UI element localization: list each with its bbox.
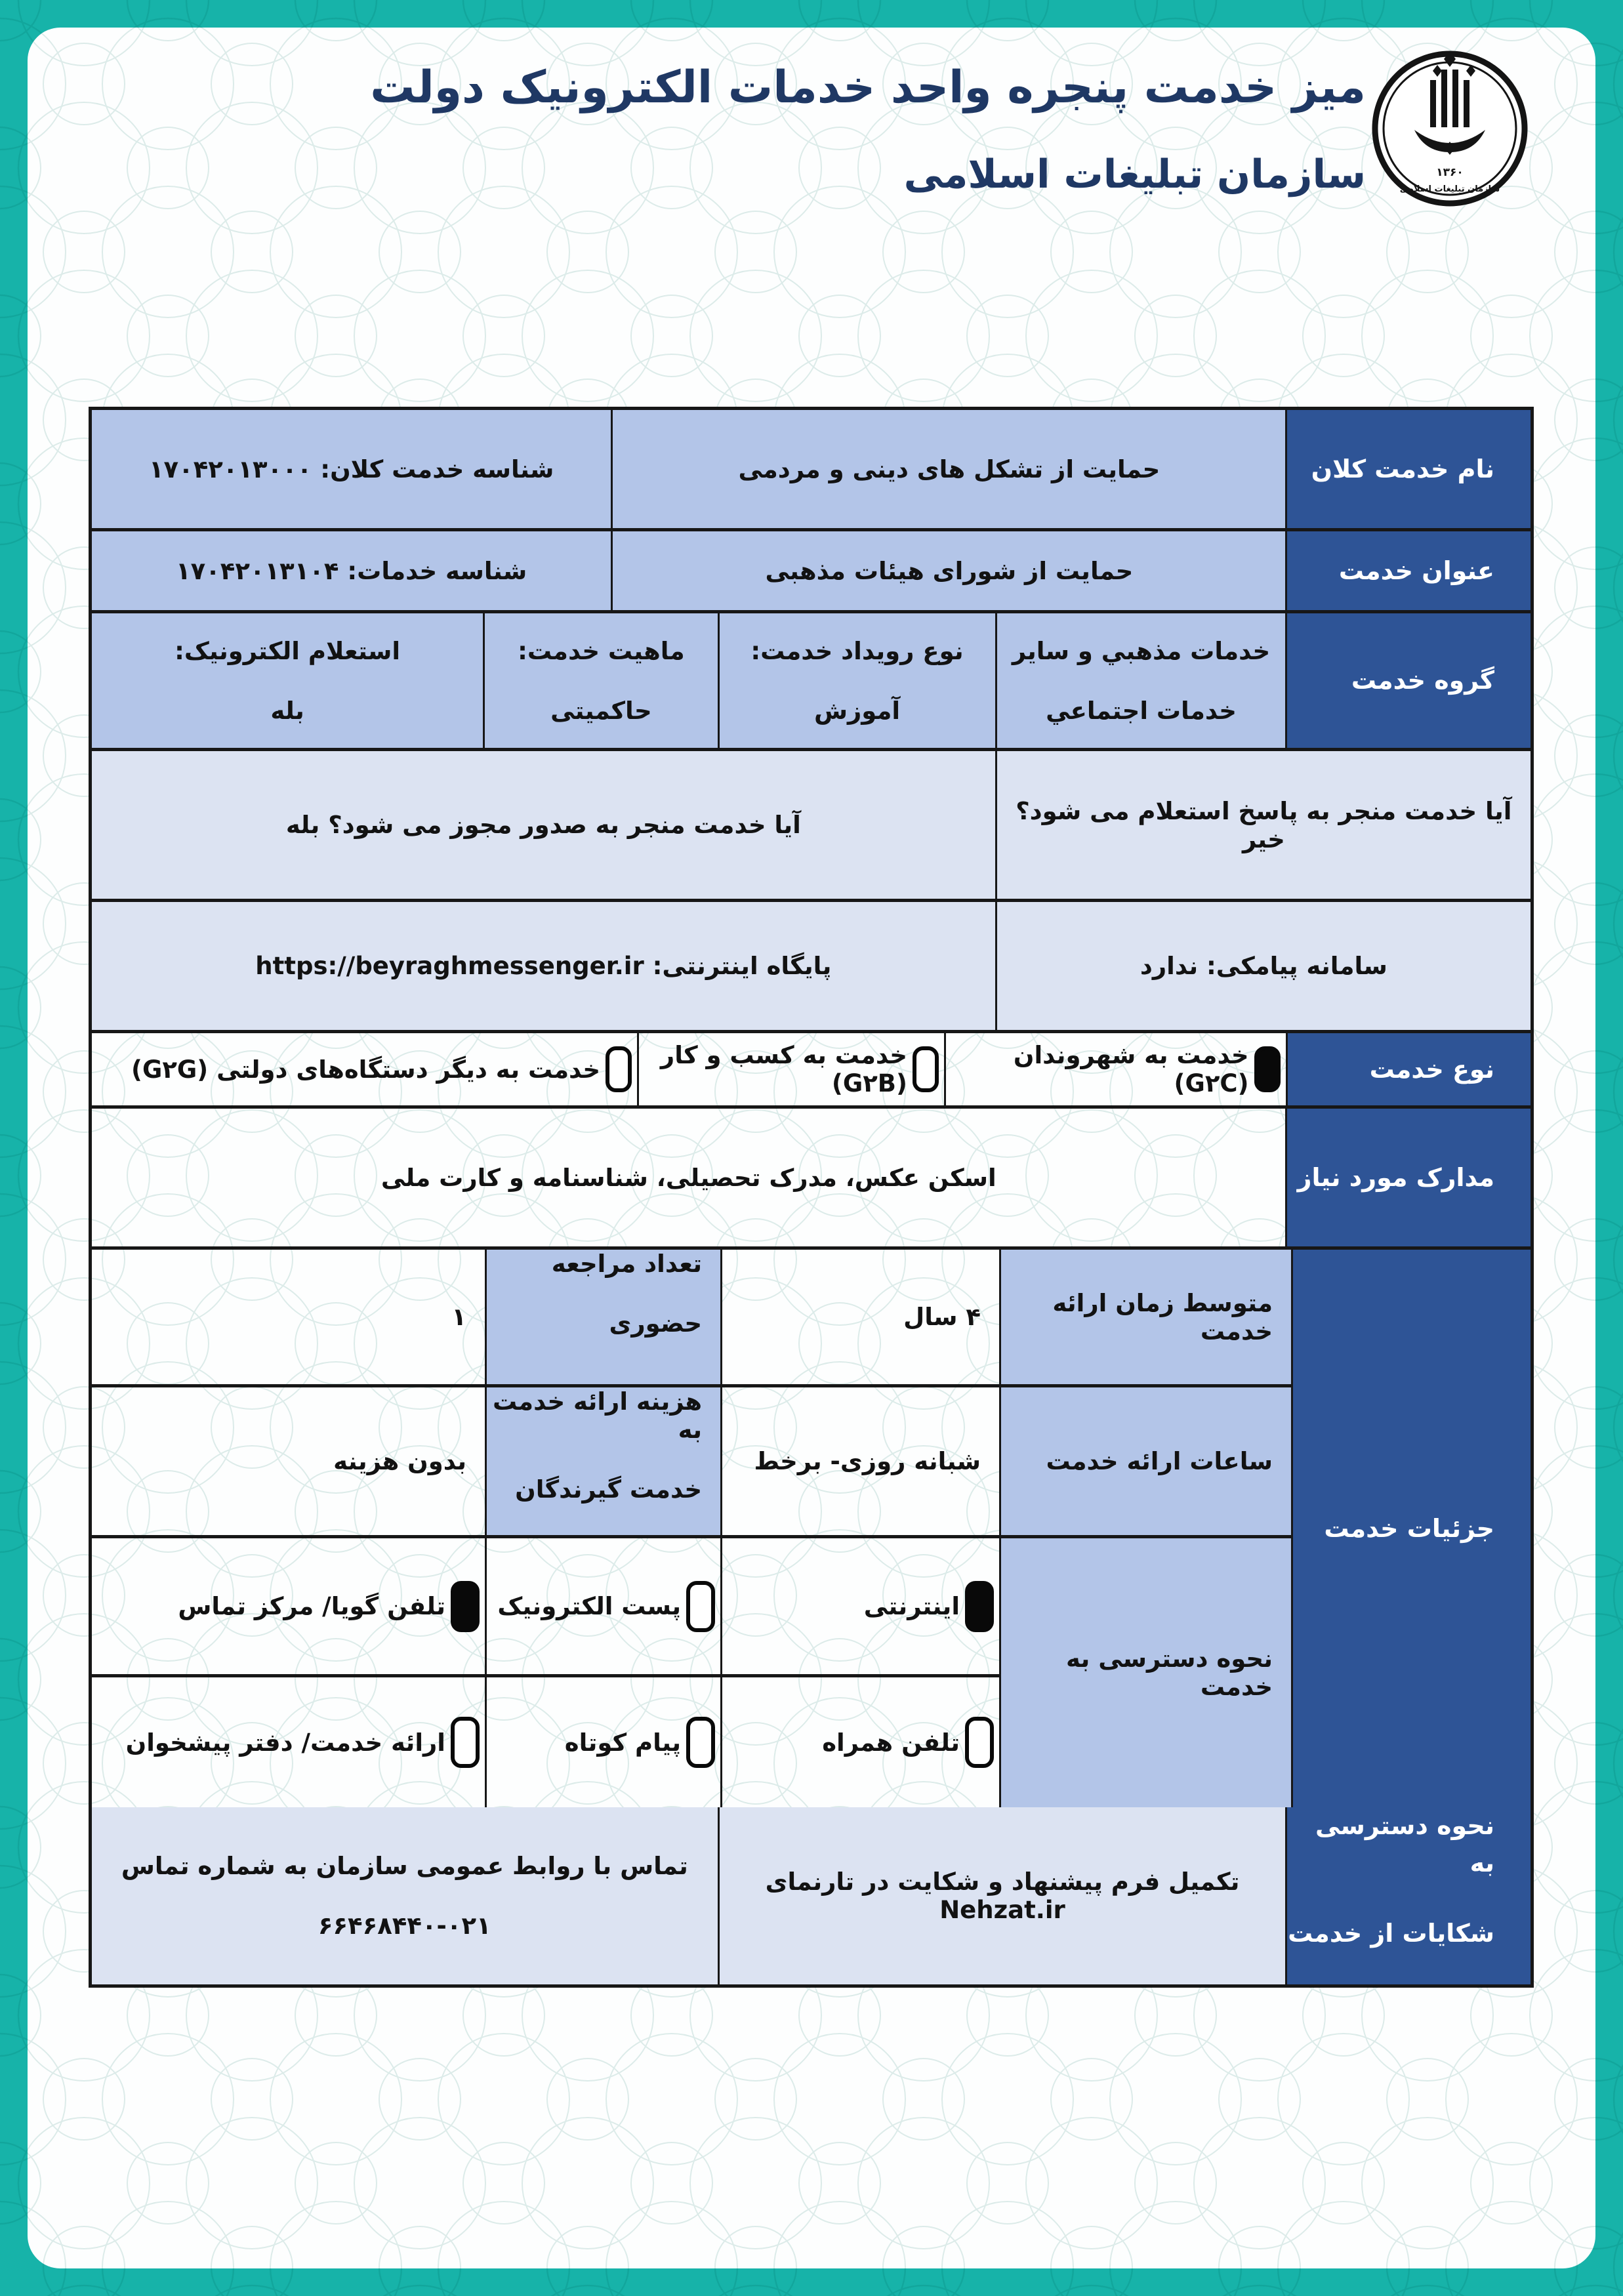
row-service-title: [92, 528, 1531, 610]
option-g2g: [92, 1033, 637, 1105]
access-label: نحوه دسترسی به خدمت: [999, 1538, 1291, 1807]
event-type-key: نوع رویداد خدمت:: [750, 636, 964, 665]
complaints-phone-line2: ۶۶۴۶۸۴۴۰-۰۲۱: [318, 1912, 491, 1940]
inquiry-key: استعلام الکترونیک:: [175, 636, 401, 665]
service-type-label: نوع خدمت: [1286, 1033, 1531, 1105]
event-type-value: آموزش: [813, 696, 901, 725]
macro-service-code: شناسه خدمت کلان: ۱۷۰۴۲۰۱۳۰۰۰: [92, 410, 611, 528]
details-label: جزئیات خدمت: [1291, 1250, 1531, 1807]
service-group-category: [995, 613, 1286, 748]
option-mobile: [720, 1677, 999, 1807]
counter-label: ارائه خدمت/ دفتر پیشخوان: [125, 1728, 445, 1757]
service-event-type: [718, 613, 995, 748]
complaints-label-line2: شکایات از خدمت: [1288, 1919, 1494, 1948]
option-g2b: [637, 1033, 944, 1105]
option-g2c: [944, 1033, 1286, 1105]
cost-value: بدون هزینه: [333, 1447, 466, 1475]
complaints-label: [1285, 1807, 1531, 1984]
row-macro-service: [92, 410, 1531, 528]
documents-value: اسکن عکس، مدرک تحصیلی، شناسنامه و کارت ملی: [380, 1163, 996, 1192]
nature-key: ماهیت خدمت:: [518, 636, 685, 665]
hours-label: ساعات ارائه خدمت: [999, 1387, 1291, 1535]
website-url: پایگاه اینترنتی: https://beyraghmessenger.ir: [92, 902, 995, 1030]
service-table: [89, 407, 1534, 1988]
access-row-1: [92, 1538, 999, 1674]
complaints-label-line1: نحوه دسترسی به: [1315, 1811, 1494, 1877]
complaints-phone: [92, 1807, 718, 1984]
sms-checkbox[interactable]: [686, 1717, 715, 1768]
category-line1: خدمات مذهبي و ساير: [1012, 636, 1271, 665]
row-service-type: [92, 1030, 1531, 1105]
cost-label-line2: خدمت گیرندگان: [515, 1475, 702, 1504]
internet-label: اینترنتی: [863, 1592, 960, 1621]
internet-checkbox[interactable]: [965, 1581, 994, 1632]
row-access-methods: [92, 1535, 1291, 1807]
row-avg-time: [92, 1250, 1291, 1384]
row-complaints: [92, 1807, 1531, 1984]
email-checkbox[interactable]: [686, 1581, 715, 1632]
documents-label: مدارک مورد نیاز: [1285, 1109, 1531, 1246]
inquiry-question: آیا خدمت منجر به پاسخ استعلام می شود؟ خیر: [995, 751, 1531, 899]
electronic-inquiry: [92, 613, 483, 748]
page-title: میز خدمت پنجره واحد خدمات الکترونیک دولت: [370, 62, 1366, 113]
group-service-details: [92, 1246, 1531, 1807]
avg-time-label: متوسط زمان ارائه خدمت: [999, 1250, 1291, 1384]
access-options: [92, 1538, 999, 1807]
macro-service-value: حمایت از تشکل های دینی و مردمی: [611, 410, 1285, 528]
g2c-label: خدمت به شهروندان (G۲C): [1013, 1041, 1249, 1097]
service-title-value: حمایت از شورای هیئات مذهبی: [611, 531, 1285, 610]
service-group-label: گروه خدمت: [1285, 613, 1531, 748]
access-row-2: [92, 1674, 999, 1807]
service-nature: [483, 613, 717, 748]
ivr-checkbox[interactable]: [451, 1581, 480, 1632]
service-title-label: عنوان خدمت: [1285, 531, 1531, 610]
row-inquiry-permit: [92, 748, 1531, 899]
visits-value: ۱: [451, 1303, 466, 1331]
nature-value: حاکمیتی: [550, 696, 652, 725]
row-hours-cost: [92, 1384, 1291, 1535]
option-email: [485, 1538, 720, 1674]
option-sms: [485, 1677, 720, 1807]
g2c-checkbox[interactable]: [1254, 1046, 1281, 1092]
header-titles: [370, 62, 1366, 197]
option-ivr: [92, 1538, 485, 1674]
mobile-label: تلفن همراه: [822, 1728, 960, 1757]
logo-year: ۱۳۶۰: [1436, 166, 1464, 179]
sms-label: پیام کوتاه: [564, 1728, 681, 1757]
row-documents: [92, 1105, 1531, 1246]
mobile-checkbox[interactable]: [965, 1717, 994, 1768]
option-internet: [720, 1538, 999, 1674]
counter-checkbox[interactable]: [451, 1717, 480, 1768]
category-line2: خدمات اجتماعي: [1046, 696, 1237, 725]
email-label: پست الکترونیک: [497, 1592, 681, 1621]
org-logo: [1367, 37, 1532, 237]
cost-label: [485, 1387, 720, 1535]
macro-service-label: نام خدمت کلان: [1285, 410, 1531, 528]
logo-org-text: سازمان تبلیغات اسلامی: [1399, 184, 1500, 194]
g2g-label: خدمت به دیگر دستگاه‌های دولتی (G۲G): [131, 1055, 601, 1084]
service-title-code: شناسه خدمات: ۱۷۰۴۲۰۱۳۱۰۴: [92, 531, 611, 610]
permit-question: آیا خدمت منجر به صدور مجوز می شود؟ بله: [92, 751, 995, 899]
option-counter: [92, 1677, 485, 1807]
g2b-label: خدمت به کسب و کار (G۲B): [660, 1041, 907, 1097]
cost-label-line1: هزینه ارائه خدمت به: [493, 1387, 702, 1444]
sms-system: سامانه پیامکی: ندارد: [995, 902, 1531, 1030]
hours-value: شبانه روزی- برخط: [720, 1387, 999, 1535]
visits-label-line1: تعداد مراجعه: [551, 1250, 702, 1278]
inquiry-value: بله: [270, 696, 304, 725]
complaints-online: تکمیل فرم پیشنهاد و شکایت در تارنمای Nehzat.ir: [718, 1807, 1286, 1984]
avg-time-value: ۴ سال: [720, 1250, 999, 1384]
org-title: سازمان تبلیغات اسلامی: [903, 152, 1366, 197]
visits-label-line2: حضوری: [609, 1309, 702, 1338]
complaints-phone-line1: تماس با روابط عمومی سازمان به شماره تماس: [121, 1852, 688, 1880]
visits-label: [485, 1250, 720, 1384]
row-sms-website: [92, 899, 1531, 1030]
g2g-checkbox[interactable]: [606, 1046, 632, 1092]
g2b-checkbox[interactable]: [913, 1046, 939, 1092]
row-service-group: [92, 610, 1531, 748]
ivr-label: تلفن گویا/ مرکز تماس: [178, 1592, 445, 1621]
details-content: [92, 1250, 1291, 1807]
